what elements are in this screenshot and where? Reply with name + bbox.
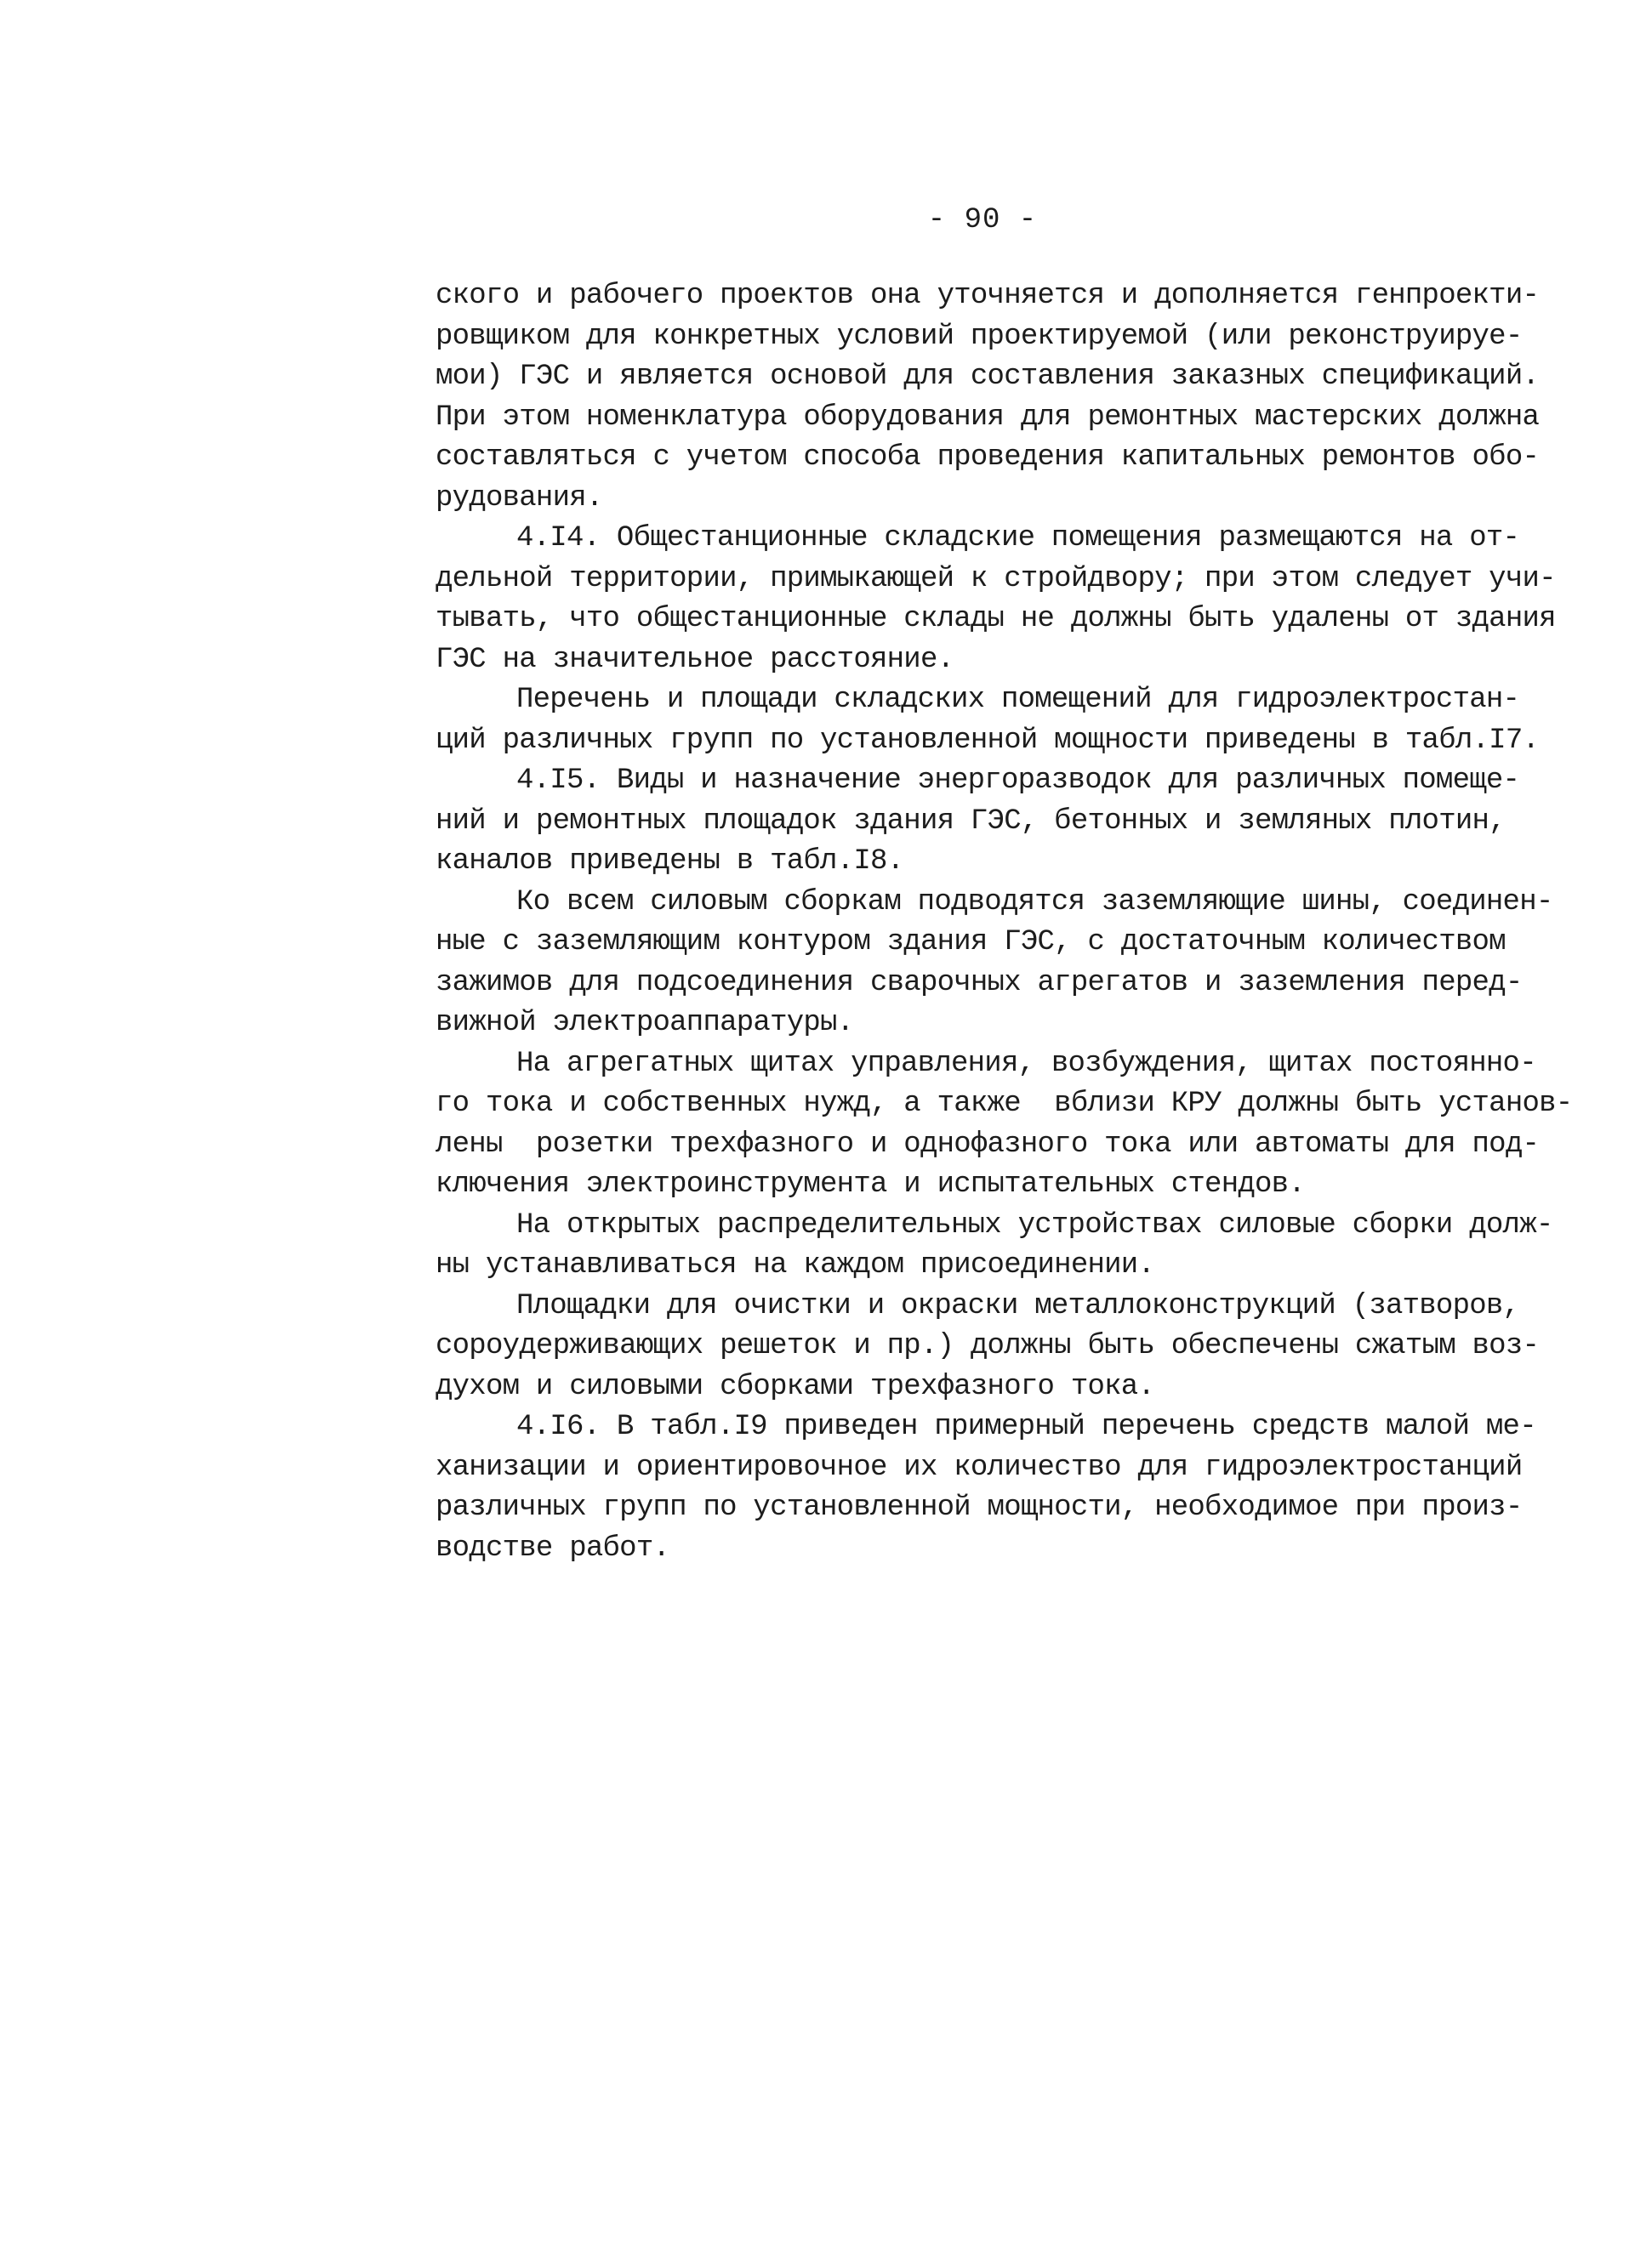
text-line: При этом номенклатура оборудования для ремонтных мастерских должна bbox=[436, 401, 1540, 434]
text-line: На агрегатных щитах управления, возбуждения, щитах постоянно- bbox=[516, 1047, 1536, 1080]
body-text bbox=[436, 276, 1573, 1569]
text-line: сороудерживающих решеток и пр.) должны быть обеспечены сжатым воз- bbox=[436, 1330, 1540, 1362]
text-line: рудования. bbox=[436, 481, 603, 514]
text-line: составляться с учетом способа проведения капитальных ремонтов обо- bbox=[436, 441, 1540, 474]
text-line: На открытых распределительных устройствах силовые сборки долж- bbox=[516, 1208, 1553, 1242]
text-line: ны устанавливаться на каждом присоединении. bbox=[436, 1249, 1155, 1282]
text-line: зажимов для подсоединения сварочных агрегатов и заземления перед- bbox=[436, 966, 1523, 999]
text-line: 4.I4. Общестанционные складские помещения размещаются на от- bbox=[516, 522, 1520, 554]
text-line: каналов приведены в табл.I8. bbox=[436, 845, 904, 878]
text-line: дельной территории, примыкающей к стройдвору; при этом следует учи- bbox=[436, 562, 1556, 595]
text-line: ГЭС на значительное расстояние. bbox=[436, 643, 954, 676]
text-line: го тока и собственных нужд, а также вблизи КРУ должны быть установ- bbox=[436, 1088, 1573, 1120]
text-line: духом и силовыми сборками трехфазного тока. bbox=[436, 1370, 1155, 1403]
text-line: лены розетки трехфазного и однофазного тока или автоматы для под- bbox=[436, 1128, 1540, 1161]
text-line: 4.I6. В табл.I9 приведен примерный перечень средств малой ме- bbox=[516, 1411, 1536, 1443]
page-number: - 90 - bbox=[927, 204, 1038, 236]
text-line: тывать, что общестанционные склады не должны быть удалены от здания bbox=[436, 603, 1556, 635]
text-line: мои) ГЭС и является основой для составления заказных спецификаций. bbox=[436, 361, 1540, 393]
text-line: ханизации и ориентировочное их количество для гидроэлектростанций bbox=[436, 1451, 1523, 1484]
text-line: Площадки для очистки и окраски металлоконструкций (затворов, bbox=[516, 1289, 1520, 1322]
text-line: ключения электроинструмента и испытательных стендов. bbox=[436, 1168, 1305, 1201]
text-line: ского и рабочего проектов она уточняется и дополняется генпроекти- bbox=[436, 280, 1540, 312]
text-line: ний и ремонтных площадок здания ГЭС, бетонных и земляных плотин, bbox=[436, 804, 1506, 838]
text-line: вижной электроаппаратуры. bbox=[436, 1007, 854, 1039]
text-line: ные с заземляющим контуром здания ГЭС, с достаточным количеством bbox=[436, 926, 1506, 958]
text-line: ций различных групп по установленной мощности приведены в табл.I7. bbox=[436, 724, 1540, 757]
text-line: различных групп по установленной мощности, необходимое при произ- bbox=[436, 1492, 1523, 1524]
text-line: Перечень и площади складских помещений для гидроэлектростан- bbox=[516, 684, 1520, 716]
text-line: Ко всем силовым сборкам подводятся заземляющие шины, соединен- bbox=[516, 885, 1553, 918]
text-line: водстве работ. bbox=[436, 1532, 670, 1565]
text-line: 4.I5. Виды и назначение энергоразводок для различных помеще- bbox=[516, 765, 1520, 797]
text-line: ровщиком для конкретных условий проектируемой (или реконструируе- bbox=[436, 320, 1523, 353]
